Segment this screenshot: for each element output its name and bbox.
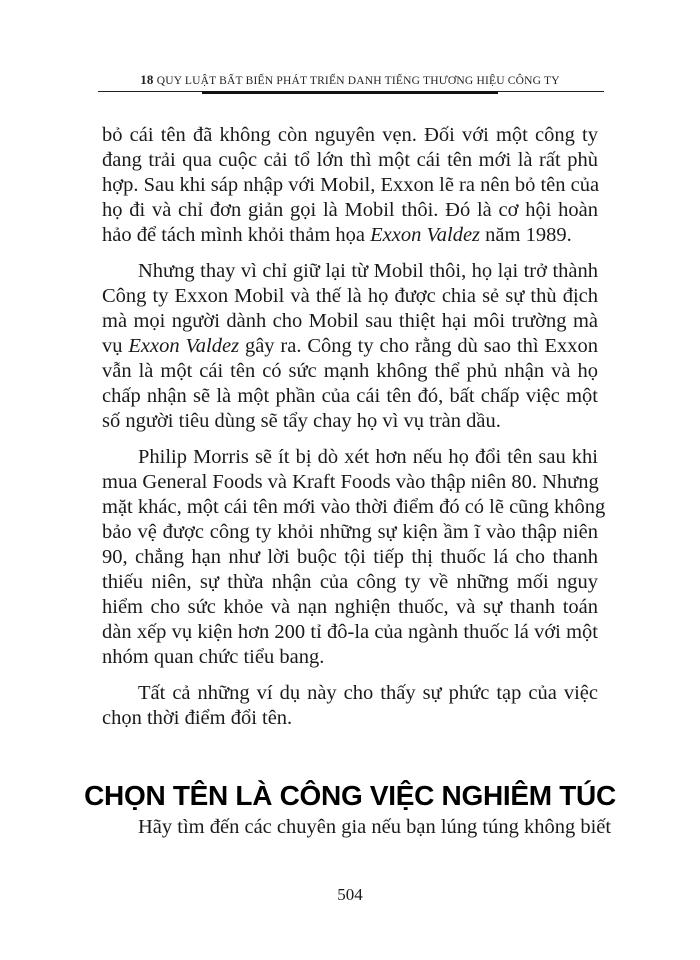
section-heading: CHỌN TÊN LÀ CÔNG VIỆC NGHIÊM TÚC [84, 780, 616, 811]
text-line [102, 681, 598, 706]
text-segment: vẫn là một cái tên có sức mạnh không thể phủ nhận và họ [102, 360, 598, 382]
text-segment: bảo vệ được công ty khỏi những sự kiện ầm ĩ vào thập niên [102, 521, 598, 543]
text-line [102, 123, 598, 148]
text-line [102, 409, 598, 434]
paragraph [102, 681, 598, 731]
text-segment: nhóm quan chức tiểu bang. [102, 646, 325, 668]
header-rule-accent [202, 91, 498, 94]
page-number: 504 [337, 885, 363, 904]
text-line [102, 545, 598, 570]
running-header [0, 72, 700, 88]
text-line [102, 445, 598, 470]
text-line [102, 148, 598, 173]
text-segment: hiểm cho sức khỏe và nạn nghiện thuốc, và sự thanh toán [102, 596, 598, 618]
text-segment: chấp nhận sẽ là một phần của cái tên đó, bất chấp việc một [102, 385, 598, 407]
text-segment: bỏ cái tên đã không còn nguyên vẹn. Đối với một công ty [102, 124, 598, 146]
text-line [102, 223, 598, 248]
paragraph-continuation: Hãy tìm đến các chuyên gia nếu bạn lúng túng không biết [138, 816, 612, 838]
text-line [102, 570, 598, 595]
text-segment: Nhưng thay vì chỉ giữ lại từ Mobil thôi, họ lại trở thành [138, 260, 598, 282]
paragraph [102, 123, 598, 248]
text-segment: gây ra. Công ty cho rằng dù sao thì Exxon [239, 335, 598, 357]
text-segment: mua General Foods và Kraft Foods vào thập niên 80. Nhưng [102, 471, 599, 493]
text-line [102, 284, 598, 309]
text-segment: mà mọi người dành cho Mobil sau thiệt hại môi trường mà [102, 310, 598, 332]
text-line [102, 309, 598, 334]
text-segment: họ đi và chỉ đơn giản gọi là Mobil thôi. Đó là cơ hội hoàn [102, 199, 598, 221]
paragraph [102, 445, 606, 670]
text-segment: chọn thời điểm đổi tên. [102, 707, 293, 729]
header-title: QUY LUẬT BẤT BIẾN PHÁT TRIỂN DANH TIẾNG THƯƠNG HIỆU CÔNG TY [156, 75, 560, 87]
text-segment: thiếu niên, sự thừa nhận của công ty về những mối nguy [102, 571, 598, 593]
text-line [102, 173, 598, 198]
text-segment: vụ [102, 335, 129, 357]
text-line [102, 706, 598, 731]
text-segment: hợp. Sau khi sáp nhập với Mobil, Exxon lẽ ra nên bỏ tên của [102, 174, 600, 196]
text-line [102, 259, 598, 284]
body-text [102, 123, 606, 742]
header-number: 18 [140, 72, 154, 87]
text-line [102, 198, 598, 223]
text-segment: dàn xếp vụ kiện hơn 200 tỉ đô-la của ngành thuốc lá với một [102, 621, 598, 643]
text-segment: hảo để tách mình khỏi thảm họa [102, 224, 371, 246]
text-line [102, 495, 606, 520]
text-segment: Công ty Exxon Mobil và thế là họ được chia sẻ sự thù địch [102, 285, 598, 307]
text-segment: mặt khác, một cái tên mới vào thời điểm đó có lẽ cũng không [102, 496, 606, 518]
text-segment: Philip Morris sẽ ít bị dò xét hơn nếu họ đổi tên sau khi [138, 446, 598, 468]
text-line [102, 595, 598, 620]
text-segment: 90, chẳng hạn như lời buộc tội tiếp thị thuốc lá cho thanh [102, 546, 598, 568]
text-segment: Tất cả những ví dụ này cho thấy sự phức tạp của việc [138, 682, 598, 704]
text-line [102, 384, 598, 409]
text-segment: số người tiêu dùng sẽ tẩy chay họ vì vụ tràn dầu. [102, 410, 501, 432]
text-line [102, 620, 598, 645]
text-line [102, 359, 598, 384]
text-line [102, 520, 598, 545]
text-line [102, 334, 598, 359]
italic-title: Exxon Valdez [128, 335, 240, 357]
paragraph [102, 259, 598, 434]
text-segment: năm 1989. [480, 224, 572, 246]
text-line [102, 645, 598, 670]
italic-title: Exxon Valdez [370, 224, 481, 246]
text-segment: đang trải qua cuộc cải tổ lớn thì một cái tên mới là rất phù [102, 149, 598, 171]
text-line [102, 470, 598, 495]
